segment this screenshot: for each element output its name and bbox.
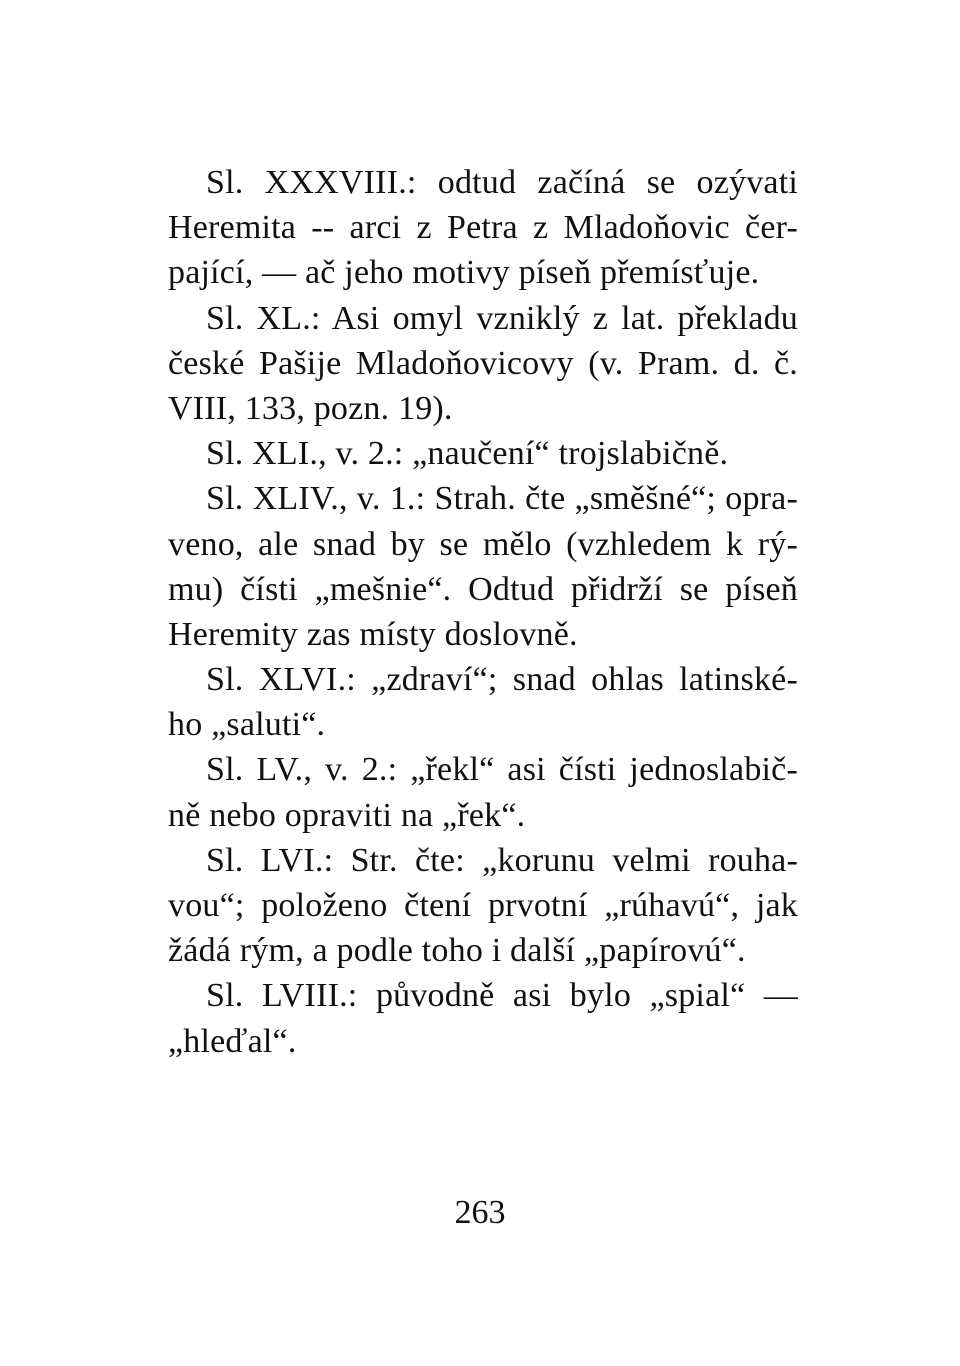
text-line: mu) čísti „mešnie“. Odtud přidrží se píseň bbox=[168, 570, 798, 608]
text-line: veno, ale snad by se mělo (vzhledem k rý- bbox=[168, 525, 798, 563]
text-line: „hleďal“. bbox=[168, 1022, 297, 1060]
text-line: Sl. XLVI.: „zdraví“; snad ohlas latinské- bbox=[206, 661, 798, 699]
text-line: žádá rým, a podle toho i další „papírovú“. bbox=[168, 932, 746, 970]
text-line: české Pašije Mladoňovicovy (v. Pram. d. č. bbox=[168, 344, 798, 382]
text-line: Sl. XLI., v. 2.: „naučení“ trojslabičně. bbox=[206, 435, 729, 473]
page-number: 263 bbox=[454, 1194, 506, 1231]
text-line: Heremity zas místy doslovně. bbox=[168, 615, 578, 653]
text-line: Sl. XL.: Asi omyl vzniklý z lat. překladu bbox=[206, 299, 798, 337]
text-line: Heremita -- arci z Petra z Mladoňovic čer- bbox=[168, 209, 798, 247]
text-line: Sl. XXXVIII.: odtud začíná se ozývati bbox=[206, 164, 798, 201]
text-line: VIII, 133, pozn. 19). bbox=[168, 389, 453, 427]
text-line: Sl. XLIV., v. 1.: Strah. čte „směšné“; opra- bbox=[206, 480, 798, 518]
text-line: ně nebo opraviti na „řek“. bbox=[168, 796, 526, 834]
text-line: Sl. LVI.: Str. čte: „korunu velmi rouha- bbox=[206, 841, 798, 879]
text-line: ho „saluti“. bbox=[168, 706, 326, 744]
text-line: Sl. LV., v. 2.: „řekl“ asi čísti jednoslabič- bbox=[206, 751, 798, 789]
notes-text-block bbox=[168, 160, 798, 1064]
text-line: Sl. LVIII.: původně asi bylo „spial“ — bbox=[206, 977, 798, 1015]
text-line: pající, — ač jeho motivy píseň přemísťuje. bbox=[168, 254, 760, 292]
text-line: vou“; položeno čtení prvotní „rúhavú“, jak bbox=[168, 887, 798, 924]
